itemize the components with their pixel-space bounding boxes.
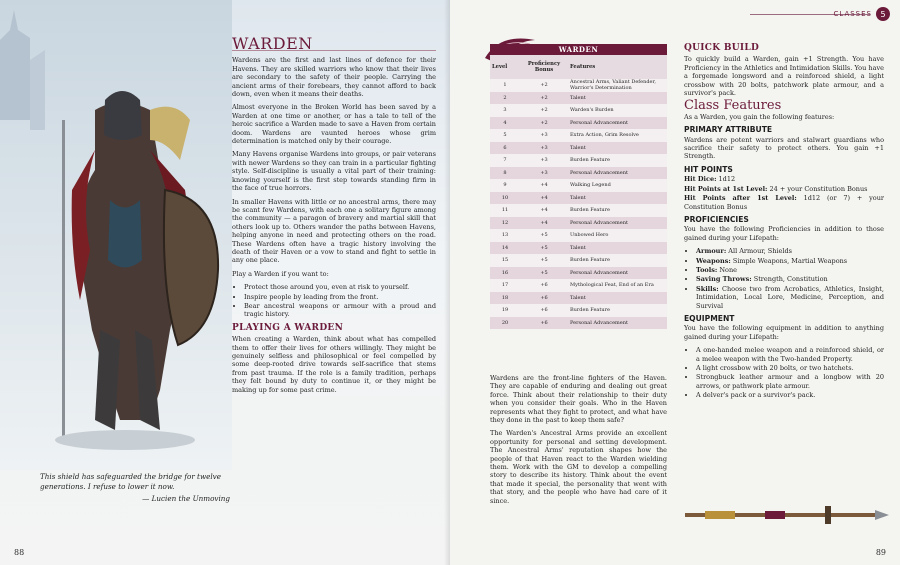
table-row [490,129,667,142]
intro-paragraph: In smaller Havens with little or no ancestral arms, there may be scant few Wardens, with each one a solitary figure among the community — a paragon of bravery and martial skill that others look up to. Others wander the paths between Havens, helping anyone in need and protecting others on the road. These Wardens often have a tragic history involving the death of their Haven or a vow to stand and fight to settle in any one place. [232,197,436,265]
features-cell: Burden Feature [568,154,667,167]
class-features-heading: Class Features [684,98,782,114]
level-cell: 7 [490,154,520,167]
proficiencies-intro: You have the following Proficiencies in addition to those gained during your Lifepath: [684,225,884,242]
prof-label: Saving Throws: [696,275,752,284]
prof-value: Simple Weapons, Martial Weapons [730,256,848,265]
intro-paragraph: Wardens are the first and last lines of defence for their Havens. They are skilled warriors who know that their lives are secondary to the safety of their people. Carrying the ancient arms of their forebears, they cannot afford to back down, even when it means their deaths. [232,56,436,99]
right-page [450,0,900,565]
right-right-column [684,44,884,405]
warden-table [490,44,667,329]
features-cell: Talent [568,192,667,205]
bonus-cell: +3 [520,129,568,142]
table-row [490,192,667,205]
level-cell: 3 [490,104,520,117]
bonus-cell: +3 [520,142,568,155]
features-cell: Walking Legend [568,179,667,192]
crossbow-illustration [675,502,890,528]
table-row [490,204,667,217]
hp-first-value: 24 + your Constitution Bonus [767,184,868,193]
list-item: • A delver's pack or a survivor's pack. [696,391,884,399]
bonus-cell: +5 [520,267,568,280]
bonus-cell: +6 [520,292,568,305]
left-text-column [232,34,436,399]
proficiency-list [684,247,884,310]
hp-first-label: Hit Points at 1st Level: [684,184,768,193]
features-cell: Personal Advancement [568,217,667,230]
level-cell: 2 [490,92,520,105]
features-cell: Unbowed Hero [568,229,667,242]
list-item: • Bear ancestral weapons or armour with a proud and tragic history. [244,302,436,319]
table-row [490,242,667,255]
level-cell: 13 [490,229,520,242]
hp-after-line [684,194,884,211]
right-left-column [490,374,667,510]
features-cell: Personal Advancement [568,167,667,180]
bonus-cell: +3 [520,167,568,180]
bonus-cell: +6 [520,317,568,330]
proficiencies-heading: PROFICIENCIES [684,214,749,224]
warden-illustration [0,0,232,470]
list-item [696,285,884,310]
features-cell: Talent [568,142,667,155]
features-cell: Mythological Feat, End of an Era [568,279,667,292]
list-item: • Strongbuck leather armour and a longbow with 20 arrows, or pathwork plate armour. [696,373,884,390]
bonus-cell: +6 [520,279,568,292]
bonus-cell: +4 [520,204,568,217]
level-cell: 12 [490,217,520,230]
equipment-list [684,346,884,399]
features-cell: Personal Advancement [568,317,667,330]
level-cell: 10 [490,192,520,205]
hp-first-line [684,185,884,193]
page-number-left: 88 [14,548,25,557]
list-item [696,275,884,283]
table-body [490,79,667,329]
class-title: WARDEN [232,40,436,51]
playing-paragraph: When creating a Warden, think about what has compelled them to offer their lives for others willingly. They might be genuinely selfless and philosophical or feel compelled by some deep-rooted drive towards self-sacrifice that stems from past trauma. If the role is a family tradition, perhaps they felt bound by duty to continue it, or they might be making up for some past crime. [232,335,436,394]
level-cell: 11 [490,204,520,217]
level-cell: 19 [490,304,520,317]
body-paragraph: The Warden's Ancestral Arms provide an excellent opportunity for personal and setting development. The Ancestral Arms' reputation shapes how the people of that Haven react to the Warden wielding them. Work with the GM to develop a compelling story to describe its history. Think about the event that made it special, the personality that went with that story, and the people who have had care of it since. [490,429,667,505]
features-cell: Talent [568,292,667,305]
prof-value: None [717,265,737,274]
prof-label: Tools: [696,265,718,274]
list-item [696,247,884,255]
features-cell: Burden Feature [568,304,667,317]
level-table [490,55,667,329]
table-title: WARDEN [490,44,667,55]
bonus-cell: +4 [520,217,568,230]
bonus-cell: +2 [520,79,568,92]
level-cell: 15 [490,254,520,267]
table-row [490,254,667,267]
level-cell: 18 [490,292,520,305]
level-cell: 5 [490,129,520,142]
bonus-cell: +5 [520,254,568,267]
page-number-right: 89 [875,548,886,557]
features-cell: Ancestral Arms, Valiant Defender, Warrior's Determination [568,79,667,92]
intro-paragraph: Many Havens organise Wardens into groups, or pair veterans with newer Wardens so they can train in a particular fighting style. Self-discipline is usually a vital part of their training: knowing yourself is the first step towards standing firm in the face of true horrors. [232,150,436,193]
level-cell: 4 [490,117,520,130]
table-row [490,92,667,105]
hit-dice-label: Hit Dice: [684,175,717,184]
table-row [490,167,667,180]
list-item: • A light crossbow with 20 bolts, or two hatchets. [696,364,884,372]
level-cell: 20 [490,317,520,330]
features-cell: Talent [568,92,667,105]
chapter-header [834,7,891,21]
features-cell: Extra Action, Grim Resolve [568,129,667,142]
equipment-intro: You have the following equipment in addition to anything gained during your Lifepath: [684,324,884,341]
list-item [696,266,884,274]
features-cell: Burden Feature [568,204,667,217]
hp-after-value: 1d12 (or 7) + your Constitution Bonus [684,194,885,211]
table-row [490,117,667,130]
level-cell: 14 [490,242,520,255]
table-row [490,142,667,155]
table-row [490,317,667,330]
table-row [490,79,667,92]
level-cell: 9 [490,179,520,192]
list-item [696,257,884,265]
table-header: Level [490,55,520,79]
bonus-cell: +4 [520,192,568,205]
quick-build-text: To quickly build a Warden, gain +1 Strength. You have Proficiency in the Athletics and Intimidation Skills. You have a forgemade longsword and a reinforced shield, a light crossbow with 20 bolts, patchwork plate armour, and a survivor's pack. [684,55,884,98]
level-cell: 17 [490,279,520,292]
bonus-cell: +5 [520,242,568,255]
prof-label: Skills: [696,284,719,293]
table-row [490,229,667,242]
intro-paragraph: Play a Warden if you want to: [232,269,329,278]
level-cell: 6 [490,142,520,155]
playing-heading: PLAYING A WARDEN [232,322,344,333]
intro-paragraph: Almost everyone in the Broken World has been saved by a Warden at one time or another, or has a tale to tell of the heroic sacrifice a Warden made to save a Haven from certain doom. Wardens are vaunted heroes whose grim determination is matched only by their courage. [232,103,436,146]
table-row [490,279,667,292]
bonus-cell: +6 [520,304,568,317]
bonus-cell: +2 [520,117,568,130]
table-row [490,304,667,317]
bonus-cell: +3 [520,154,568,167]
prof-value: Choose two from Acrobatics, Athletics, Insight, Intimidation, Local Lore, Medicine, Perception, and Survival [696,284,884,310]
table-header: Proficiency Bonus [520,55,568,79]
prof-value: Strength, Constitution [751,275,828,284]
features-cell: Personal Advancement [568,267,667,280]
list-item: • A one-handed melee weapon and a reinforced shield, or a melee weapon with the Two-handed Property. [696,346,884,363]
play-list [232,283,436,319]
bonus-cell: +2 [520,92,568,105]
features-cell: Burden Feature [568,254,667,267]
list-item: • Protect those around you, even at risk to yourself. [244,283,436,291]
table-row [490,104,667,117]
table-row [490,179,667,192]
table-header: Features [568,55,667,79]
prof-label: Armour: [696,247,727,256]
features-cell: Talent [568,242,667,255]
quote-attribution: — Lucien the Unmoving [142,494,230,503]
features-cell: Personal Advancement [568,117,667,130]
bonus-cell: +4 [520,179,568,192]
table-row [490,154,667,167]
primary-attribute-text: Wardens are potent warriors and stalwart guardians who sacrifice their safety to protect others. You gain +1 Strength. [684,135,884,161]
chapter-badge: 5 [876,7,890,21]
quick-build-heading: QUICK BUILD [684,43,760,53]
primary-attribute-heading: PRIMARY ATTRIBUTE [684,125,773,135]
level-cell: 8 [490,167,520,180]
body-paragraph: Wardens are the front-line fighters of the Haven. They are capable of enduring and dealing out great force. Think about their relationship to their duty when you consider their goals. Who in the Haven represents what they fight to protect, and what have they done in the past to keep them safe? [490,374,667,425]
bonus-cell: +2 [520,104,568,117]
section-label: CLASSES [833,10,872,18]
bonus-cell: +5 [520,229,568,242]
hit-points-heading: HIT POINTS [684,164,733,174]
class-features-intro: As a Warden, you gain the following features: [684,112,835,121]
hp-after-label: Hit Points after 1st Level: [684,194,797,203]
level-cell: 16 [490,267,520,280]
table-row [490,267,667,280]
features-cell: Warden's Burden [568,104,667,117]
table-row [490,292,667,305]
list-item: • Inspire people by leading from the front. [244,293,436,301]
hit-dice-line [684,175,884,183]
prof-value: All Armour, Shields [726,247,792,256]
level-cell: 1 [490,79,520,92]
quote-block [40,472,230,504]
equipment-heading: EQUIPMENT [684,313,735,323]
prof-label: Weapons: [696,256,731,265]
quote-text: This shield has safeguarded the bridge for twelve generations. I refuse to lower it now. [40,472,221,491]
hit-dice-value: 1d12 [716,175,736,184]
table-row [490,217,667,230]
